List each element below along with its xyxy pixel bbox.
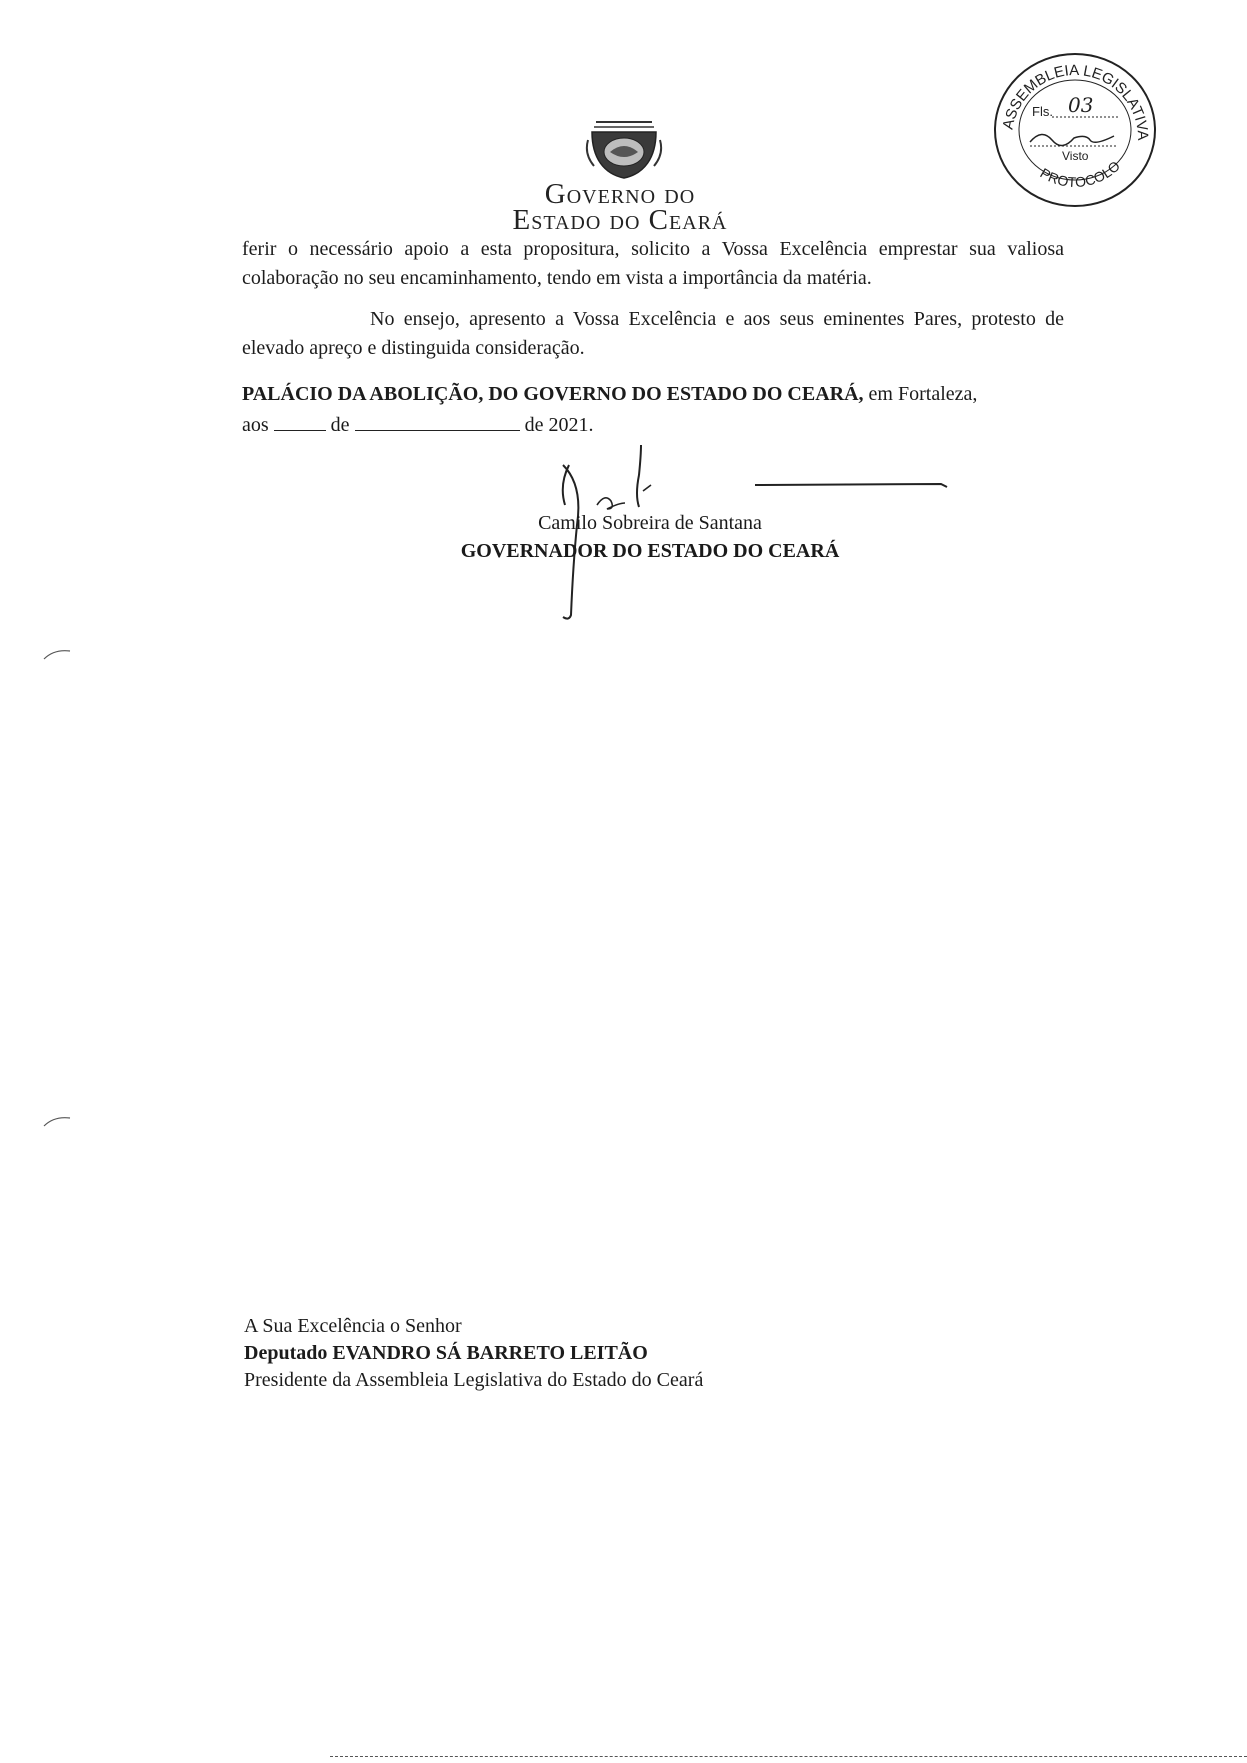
stamp-ring-bottom-text: PROTOCOLO (1037, 157, 1124, 191)
header-state: Estado do Ceará (512, 204, 728, 236)
margin-mark (40, 1112, 80, 1132)
page-bottom-rule (330, 1756, 1247, 1757)
date-prefix: aos (242, 414, 269, 436)
addressee-position: Presidente da Assembleia Legislativa do Estado do Ceará (244, 1369, 704, 1391)
stamp-initials-signature (1030, 134, 1114, 145)
place-city: em Fortaleza, (863, 383, 978, 405)
signer-title: GOVERNADOR DO ESTADO DO CEARÁ (460, 540, 840, 562)
stamp-ring-top-text: ASSEMBLEIA LEGISLATIVA (999, 61, 1152, 140)
date-year: de 2021. (524, 414, 594, 436)
addressee-salutation: A Sua Excelência o Senhor (244, 1315, 462, 1337)
stamp-fls-value: 03 (1068, 93, 1094, 117)
date-line (242, 411, 593, 440)
date-de: de (330, 414, 350, 436)
stamp-fls-label: Fls. (1032, 104, 1053, 119)
month-blank (355, 412, 520, 431)
margin-mark (40, 645, 80, 665)
addressee-name: Deputado EVANDRO SÁ BARRETO LEITÃO (244, 1342, 648, 1364)
header-government: Governo do (544, 178, 696, 210)
place-line (242, 380, 1064, 409)
coat-of-arms-icon (584, 118, 664, 182)
place-name: PALÁCIO DA ABOLIÇÃO, DO GOVERNO DO ESTADO DO CEARÁ, (242, 383, 864, 405)
signer-name: Camilo Sobreira de Santana (538, 512, 762, 534)
protocol-stamp (990, 50, 1160, 210)
day-blank (274, 412, 326, 431)
paragraph-request: ferir o necessário apoio a esta propositura, solicito a Vossa Excelência emprestar sua valiosa colaboração no seu encaminhamento, tendo em vista a importância da matéria. (242, 238, 1064, 289)
paragraph-regards: No ensejo, apresento a Vossa Excelência e aos seus eminentes Pares, protesto de elevado apreço e distinguida consideração. (242, 308, 1064, 359)
stamp-visto-label: Visto (1062, 149, 1089, 163)
